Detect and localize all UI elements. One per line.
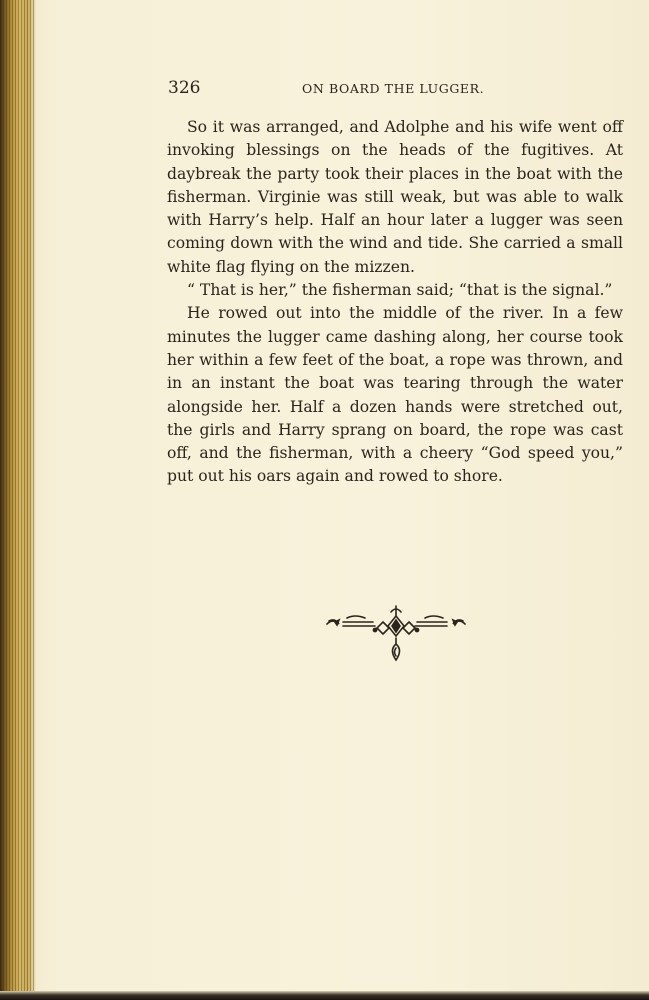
body-text (167, 116, 623, 489)
running-head: ON BOARD THE LUGGER. (302, 81, 485, 96)
paragraph: “ That is her,” the fisherman said; “that is the signal.” (187, 281, 613, 300)
tailpiece-ornament-icon (325, 604, 467, 666)
page-header (168, 78, 624, 102)
gilt-page-edge (0, 0, 36, 1000)
page-number: 326 (168, 78, 201, 98)
paragraph: So it was arranged, and Adolphe and his wife went off invoking blessings on the heads of the fugitives. At daybreak the party took their places in the boat with the fisherman. Virginie was still weak, but was able to walk with Harry’s help. Half an hour later a lugger was seen coming down with the wind and tide. She carried a small white flag flying on the mizzen. (167, 118, 623, 276)
paragraph: He rowed out into the middle of the river. In a few minutes the lugger came dashing along, her course took her within a few feet of the boat, a rope was thrown, and in an instant the boat was tearing through the water alongside her. Half a dozen hands were stretched out, the girls and Harry sprang on board, the rope was cast off, and the fisherman, with a cheery “God speed you,” put out his oars again and rowed to shore. (167, 304, 623, 486)
page-bottom-edge (0, 991, 649, 1000)
